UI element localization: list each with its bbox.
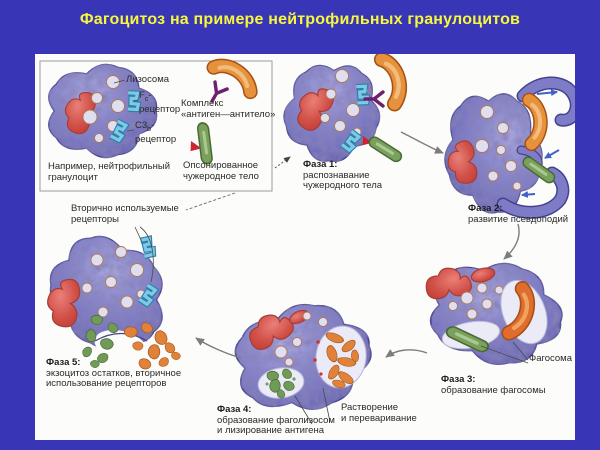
- phagosome-label: Фагосома: [529, 353, 573, 364]
- phase4-label: [217, 405, 335, 437]
- phase1-desc-line2: чужеродного тела: [303, 180, 383, 191]
- slide-title: Фагоцитоз на примере нейтрофильных гранулоцитов: [79, 11, 521, 28]
- lysosome-label: Лизосома: [126, 74, 170, 85]
- legend-example-line1: Например, нейтрофильный: [48, 161, 171, 172]
- complex-line1: Комплекс: [181, 98, 224, 109]
- dotted-arrow-legend-to-phase1: [275, 157, 290, 168]
- pseudopod-arrow-middle: [545, 150, 559, 158]
- phase4-desc-line2: и лизирование антигена: [217, 425, 324, 436]
- opsonized-label: [183, 161, 259, 182]
- phase5-desc-line2: использование рецепторов: [46, 378, 167, 389]
- dissolution-line2: и переваривание: [341, 412, 417, 424]
- opsonized-line2: чужеродное тело: [183, 170, 259, 182]
- arrow-phase3-to-phase4: [386, 350, 427, 357]
- phase5-title: Фаза 5:: [46, 357, 81, 368]
- phase2-label: [468, 204, 568, 225]
- complex-label: [181, 99, 275, 120]
- complex-line2: «антиген—антитело»: [181, 108, 276, 120]
- fc-receptor-label: [139, 91, 180, 116]
- phase2-cell: [440, 83, 575, 217]
- opsonized-line1: Опсонированное: [183, 160, 259, 171]
- phase3-label: [441, 375, 546, 396]
- phase1-title: Фаза 1:: [303, 159, 338, 170]
- pseudopod-arrow-top: [537, 92, 557, 94]
- fc-receptor-symbol: $F_c-$: [139, 90, 152, 103]
- arrow-phase4-to-phase5: [196, 338, 241, 358]
- dissolution-label: [341, 403, 417, 424]
- reused-receptors-line2: рецепторы: [71, 213, 119, 225]
- phase1-label: [303, 160, 382, 192]
- arrow-phase2-to-phase3: [504, 224, 519, 259]
- phase3-desc-line1: образование фагосомы: [441, 384, 546, 396]
- phase2-desc-line1: развитие псевдоподий: [468, 213, 569, 225]
- phase4-title: Фаза 4:: [217, 404, 252, 415]
- phase3-title: Фаза 3:: [441, 374, 476, 385]
- phase1-cell: [273, 54, 404, 175]
- legend-example-caption: [48, 162, 170, 183]
- dissolution-line1: Растворение: [341, 402, 399, 413]
- arrow-phase1-to-phase2: [401, 132, 443, 153]
- phase5-cell: [35, 213, 188, 373]
- phase4-desc-line1: образование фаголизосом: [217, 414, 335, 426]
- pseudopod-arrow-bottom: [522, 194, 535, 195]
- legend-opsonized-body: [188, 129, 214, 158]
- legend-example-line2: гранулоцит: [48, 171, 98, 183]
- c3b-receptor-label: [135, 121, 176, 146]
- phase5-desc-line1: экзоцитоз остатков, вторичное: [46, 367, 182, 379]
- fc-receptor-word: рецептор: [139, 104, 181, 116]
- phase5-label: [46, 358, 181, 390]
- reused-receptors-label: [71, 204, 179, 225]
- dotted-line-legend-to-phase5: [186, 193, 235, 210]
- c3b-receptor-word: рецептор: [135, 134, 177, 146]
- reused-receptors-line1: Вторично используемые: [71, 203, 179, 214]
- phase1-desc-line1: распознавание: [303, 169, 370, 181]
- c3b-receptor-symbol: $C3_b-$: [135, 120, 155, 133]
- phase2-title: Фаза 2:: [468, 203, 503, 214]
- diagram-panel: [35, 54, 575, 440]
